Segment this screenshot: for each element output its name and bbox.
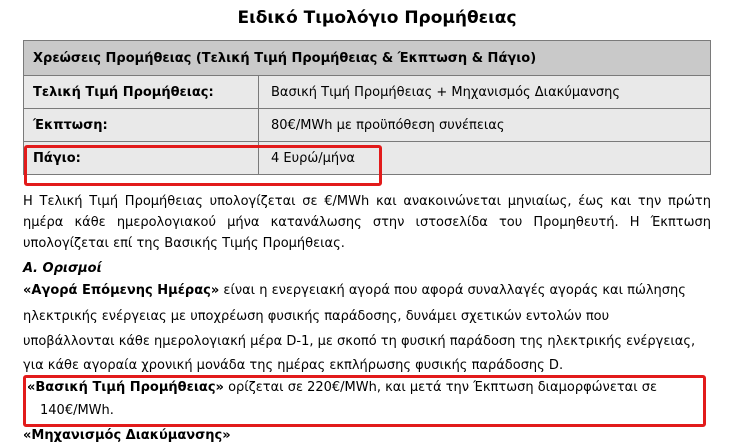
definition-line: υποβάλλονται κάθε ημερολογιακή μέρα D-1, με σκοπό τη φυσική παράδοση της ηλεκτρικής ενέργειας,	[23, 334, 696, 349]
highlight-box-fee	[24, 145, 382, 186]
section-heading: Α. Ορισμοί	[23, 261, 102, 276]
page-title: Ειδικό Τιμολόγιο Προμήθειας	[237, 8, 517, 28]
table-header: Χρεώσεις Προμήθειας (Τελική Τιμή Προμήθειας & Έκπτωση & Πάγιο)	[24, 41, 711, 76]
definition-line	[27, 380, 657, 395]
intro-paragraph: Η Τελική Τιμή Προμήθειας υπολογίζεται σε €/MWh και ανακοινώνεται μηνιαίως, έως και την πρώτη ημέρα κάθε ημερολογιακού μήνα κατανάλωσης στην ιστοσελίδα του Προμηθευτή. Η Έκπτωση υπολογίζεται επί της Βασικής Τιμής Προμήθειας.	[23, 194, 711, 251]
row-label: Έκπτωση:	[24, 109, 259, 142]
row-label: Τελική Τιμή Προμήθειας:	[24, 76, 259, 109]
definition-term: «Βασική Τιμή Προμήθειας»	[27, 380, 224, 395]
definition-term: «Αγορά Επόμενης Ημέρας»	[23, 283, 220, 298]
definition-term: «Μηχανισμός Διακύμανσης»	[23, 428, 231, 443]
row-value: 4 Ευρώ/μήνα	[259, 142, 711, 175]
table-row	[24, 76, 711, 109]
definition-text: είναι η ενεργειακή αγορά που αφορά συναλλαγές αγοράς και πώλησης	[219, 283, 686, 298]
row-value: Βασική Τιμή Προμήθειας + Μηχανισμός Διακύμανσης	[259, 76, 711, 109]
definition-line: ηλεκτρικής ενέργειας με υποχρέωση φυσικής παράδοσης, δυνάμει σχετικών εντολών που	[23, 309, 610, 324]
row-value: 80€/MWh με προϋπόθεση συνέπειας	[259, 109, 711, 142]
definition-text: ορίζεται σε 220€/MWh, και μετά την Έκπτωση διαμορφώνεται σε	[223, 380, 658, 395]
row-label: Πάγιο:	[24, 142, 259, 175]
definition-line: 140€/MWh.	[40, 403, 114, 418]
table-row	[24, 109, 711, 142]
definition-line	[23, 283, 686, 298]
definition-line: για κάθε αγοραία χρονική μονάδα της ημέρας εκπλήρωσης φυσικής παράδοσης D.	[23, 358, 564, 373]
table-header-row	[24, 41, 711, 76]
